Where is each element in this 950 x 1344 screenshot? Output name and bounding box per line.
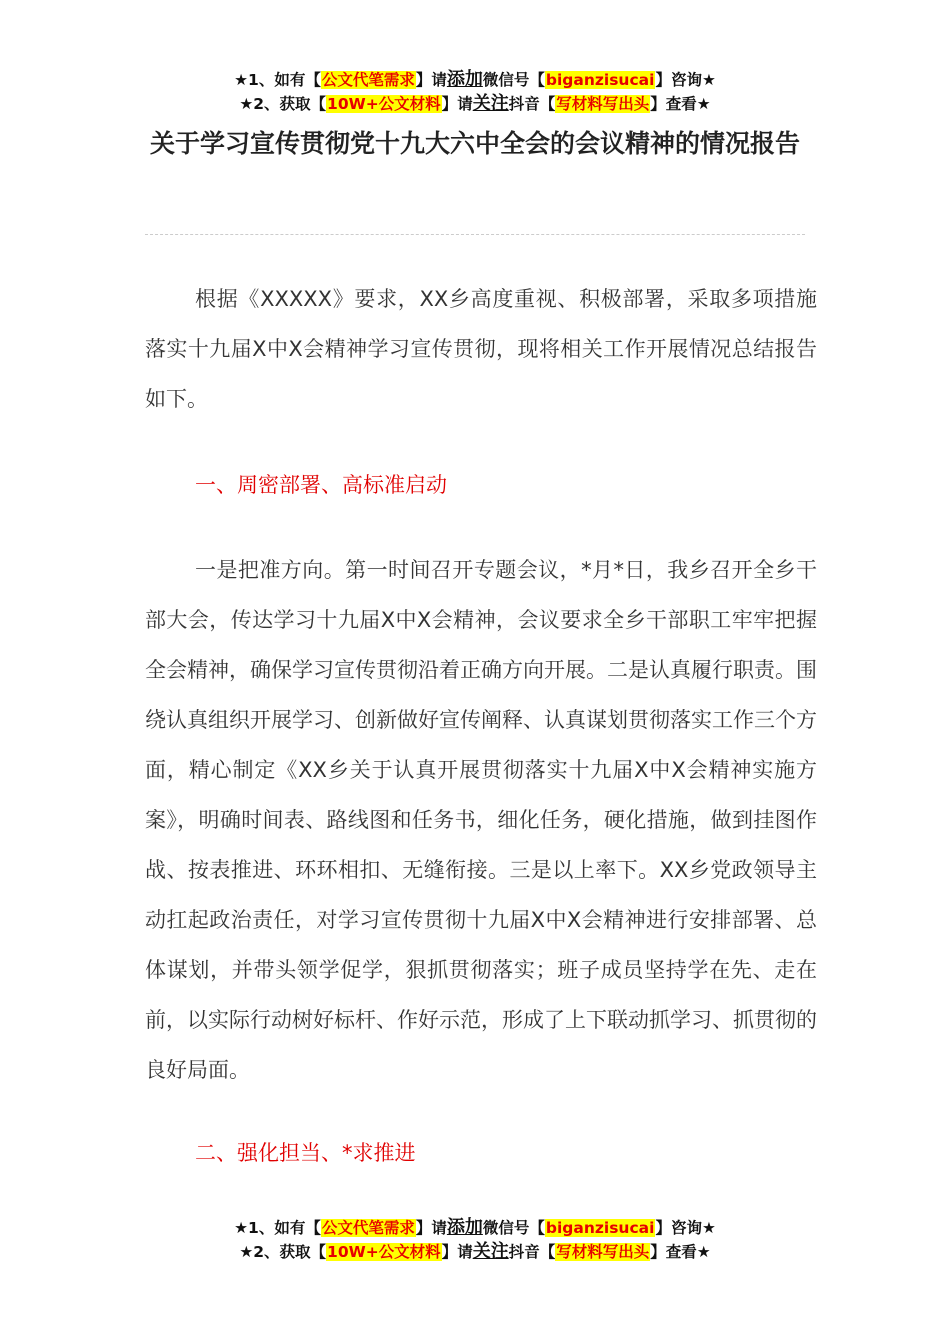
star-icon: ★ [701,71,716,89]
star-icon: ★ [696,1243,711,1261]
promo-emphasis: 添加 [446,69,483,90]
star-icon: ★ [234,71,249,89]
promo-text: 微信号【 [482,1219,545,1237]
promo-emphasis: 添加 [446,1217,483,1238]
promo-line-1 [0,1216,950,1240]
promo-text: 】请 [415,1219,447,1237]
promo-highlight: 公文代笔需求 [321,71,415,89]
star-icon: ★ [696,95,711,113]
star-icon: ★ [239,95,254,113]
star-icon: ★ [239,1243,254,1261]
promo-highlight: 10W+公文材料 [327,95,441,113]
promo-banner-top [0,68,950,116]
promo-text: 】请 [441,95,473,113]
promo-text: 】咨询 [655,71,702,89]
intro-paragraph: 根据《XXXXX》要求，XX乡高度重视、积极部署，采取多项措施落实十九届X中X会精神学习宣传贯彻，现将相关工作开展情况总结报告如下。 [145,287,817,411]
section-heading-2: 二、强化担当、*求推进 [195,1141,416,1165]
promo-highlight: 10W+公文材料 [327,1243,441,1261]
section-heading-1: 一、周密部署、高标准启动 [195,473,447,497]
promo-banner-bottom [0,1216,950,1264]
star-icon: ★ [234,1219,249,1237]
douyin-highlight: 写材料写出头 [556,1243,650,1261]
promo-text: 】查看 [650,1243,697,1261]
wechat-id-highlight: biganzisucai [545,1219,655,1237]
title-divider [145,234,805,235]
promo-text: 微信号【 [482,71,545,89]
promo-line-1 [0,68,950,92]
promo-emphasis: 关注 [472,1241,509,1262]
section-1-paragraph: 一是把准方向。第一时间召开专题会议，*月*日，我乡召开全乡干部大会，传达学习十九届X中X会精神，会议要求全乡干部职工牢牢把握全会精神，确保学习宣传贯彻沿着正确方向开展。二是认真履行职责。围绕认真组织开展学习、创新做好宣传阐释、认真谋划贯彻落实工作三个方面，精心制定《XX乡关于认真开展贯彻落实十九届X中X会精神实施方案》，明确时间表、路线图和任务书，细化任务，硬化措施，做到挂图作战、按表推进、环环相扣、无缝衔接。三是以上率下。XX乡党政领导主动扛起政治责任，对学习宣传贯彻十九届X中X会精神进行安排部署、总体谋划，并带头领学促学，狠抓贯彻落实；班子成员坚持学在先、走在前，以实际行动树好标杆、作好示范，形成了上下联动抓学习、抓贯彻的良好局面。 [145,558,817,1082]
promo-text: 】查看 [650,95,697,113]
promo-text: 1、如有【 [248,71,321,89]
document-title: 关于学习宣传贯彻党十九大六中全会的会议精神的情况报告 [149,129,800,158]
promo-text: 】咨询 [655,1219,702,1237]
promo-text: 】请 [441,1243,473,1261]
star-icon: ★ [701,1219,716,1237]
promo-highlight: 公文代笔需求 [321,1219,415,1237]
promo-text: 抖音【 [508,1243,556,1261]
promo-text: 2、获取【 [253,95,327,113]
wechat-id-highlight: biganzisucai [545,71,655,89]
promo-text: 抖音【 [508,95,556,113]
douyin-highlight: 写材料写出头 [556,95,650,113]
promo-line-2 [0,92,950,116]
promo-text: 】请 [415,71,447,89]
promo-emphasis: 关注 [472,93,509,114]
promo-line-2 [0,1240,950,1264]
promo-text: 1、如有【 [248,1219,321,1237]
promo-text: 2、获取【 [253,1243,327,1261]
